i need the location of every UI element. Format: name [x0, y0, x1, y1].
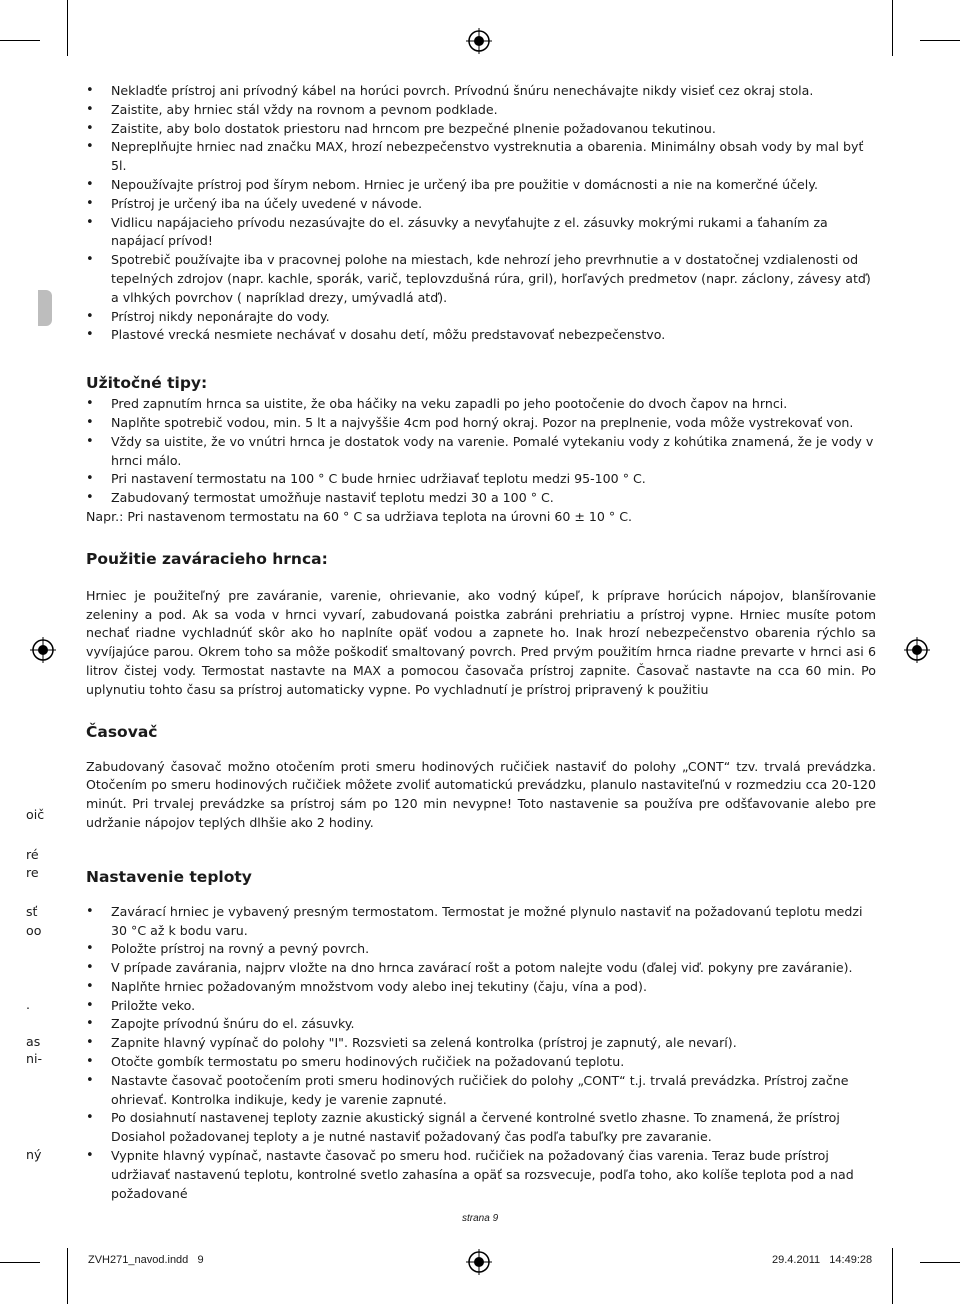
- list-item: • Zaistite, aby bolo dostatok priestoru nad hrncom pre bezpečné plnenie požadovanou tekutinou.: [86, 120, 876, 139]
- temperature-list: [86, 903, 876, 1204]
- list-item: • Zapnite hlavný vypínač do polohy "I". Rozsvieti sa zelená kontrolka (prístroj je zapnutý, ale nevarí).: [86, 1034, 876, 1053]
- tips-heading: Užitočné tipy:: [86, 374, 208, 393]
- margin-fragment: ný: [26, 1147, 42, 1162]
- list-item: • Spotrebič používajte iba v pracovnej polohe na miestach, kde nehrozí jeho prevrhnutie a v dostatočnej vzdialenosti od tepelných zdrojov (napr. kachle, sporák, varič, teplovzdušná rúra, gril), horľavých predmetov (napr. záclony, závesy atď) a vlhkých povrchov ( napríklad drezy, umývadlá atď).: [86, 251, 876, 307]
- list-item: • Vidlicu napájacieho prívodu nezasúvajte do el. zásuvky a nevyťahujte z el. zásuvky mokrými rukami a ťahaním za napájací prívod!: [86, 214, 876, 252]
- registration-mark-icon: [904, 637, 930, 663]
- registration-mark-icon: [466, 28, 492, 54]
- list-item: • Nepoužívajte prístroj pod šírym nebom. Hrniec je určený iba pre použitie v domácnosti a nie na komerčné účely.: [86, 176, 876, 195]
- list-item: • Zaistite, aby hrniec stál vždy na rovnom a pevnom podklade.: [86, 101, 876, 120]
- crop-mark-bottom-left-h: [0, 1262, 40, 1263]
- footer-datetime: 29.4.2011 14:49:28: [772, 1254, 873, 1266]
- list-item: • Nepreplňujte hrniec nad značku MAX, hrozí nebezpečenstvo vystreknutia a obarenia. Minimálny obsah vody by mal byť 5l.: [86, 138, 876, 176]
- registration-mark-icon: [466, 1249, 492, 1275]
- list-item: • Po dosiahnutí nastavenej teploty zaznie akustický signál a červené kontrolné svetlo zhasne. To znamená, že prístroj Dosiahol požadovanej teploty a je nutné nastaviť požadovaný čas podľa tabuľky pre zavaranie.: [86, 1109, 876, 1147]
- margin-fragment: .: [26, 997, 31, 1012]
- list-item: • Plastové vrecká nesmiete nechávať v dosahu detí, môžu predstavovať nebezpečenstvo.: [86, 326, 876, 345]
- canning-paragraph: Hrniec je použiteľný pre zaváranie, varenie, ohrievanie, ako vodný kúpeľ, k príprave horúcich nápojov, blanšírovanie zeleniny a pod. Ak sa voda v hrnci vyvarí, zabudovaná poistka zabráni prehriatiu a prístroj vypne. Hrniec musíte potom nechať riadne vychladnúť skôr ako ho naplníte opäť vodou a zapnete ho. Inak hrozí nebezpečenstvo obarenia rýchlo sa vyvíjajúce parou. Okrem toho sa môže poškodiť smaltovaný povrch. Pred prvým použitím hrnca riadne prevarte v hrnci asi 6 litrov čistej vody. Termostat nastavte na MAX a pomocou časovača prístroj zapnite. Časovač nastavte na cca 60 min. Po uplynutiu tohto času sa prístroj automaticky vypne. Po vychladnutí je prístroj pripravený k použitiu: [86, 587, 876, 697]
- list-item: • Nekladťe prístroj ani prívodný kábel na horúci povrch. Prívodnú šnúru nenechávajte nikdy visieť cez okraj stola.: [86, 82, 876, 101]
- list-item: • V prípade zavárania, najprv vložte na dno hrnca zavárací rošt a potom nalejte vodu (ďalej viď. pokyny pre zaváranie).: [86, 959, 876, 978]
- safety-list: [86, 82, 876, 345]
- crop-mark-top-right: [892, 0, 893, 56]
- list-item: • Nastavte časovač pootočením proti smeru hodinových ručičiek do polohy „CONT“ t.j. trvalá prevádzka. Prístroj začne ohrievať. Kontrolka indikuje, kedy je varenie zapnuté.: [86, 1072, 876, 1110]
- temperature-heading: Nastavenie teploty: [86, 867, 252, 886]
- crop-mark-top-left-h: [0, 40, 40, 41]
- list-item: • Vypnite hlavný vypínač, nastavte časovač po smeru hod. ručičiek na požadovaný čias varenia. Teraz bude prístroj udržiavať nastavenú teplotu, kontrolné svetlo zahasína a opäť sa rozsvecuje, podľa toho, ako kolíše teplota pod a nad požadované: [86, 1147, 876, 1203]
- margin-fragment: ni-: [26, 1051, 43, 1066]
- margin-fragment: as: [26, 1034, 41, 1049]
- list-item: • Zavárací hrniec je vybavený presným termostatom. Termostat je možné plynulo nastaviť na požadovanú teplotu medzi 30 °C až k bodu varu.: [86, 903, 876, 941]
- list-item: • Naplňte hrniec požadovaným množstvom vody alebo inej tekutiny (čaju, vína a pod).: [86, 978, 876, 997]
- crop-mark-bottom-right-h: [920, 1262, 960, 1263]
- registration-mark-icon: [30, 637, 56, 663]
- page-number: strana 9: [462, 1213, 499, 1224]
- footer-file: ZVH271_navod.indd 9: [88, 1254, 204, 1266]
- timer-paragraph: Zabudovaný časovač možno otočením proti smeru hodinových ručičiek nastaviť do polohy „CONT“ tzv. trvalá prevádzka. Otočením po smeru hodinových ručičiek môžete zvoliť automatickú prevádzku, planulo nastaviteľnú v rozmedziu cca 20-120 minút. Pri trvalej prevádzke sa prístroj sám po 120 min nevypne! Toto nastavenie sa používa pre odšťavovanie alebo pre udržanie nápojov teplých dlhšie ako 2 hodiny.: [86, 758, 876, 830]
- list-item: • Vždy sa uistite, že vo vnútri hrnca je dostatok vody na varenie. Pomalé vytekaniu vody z kohútika znamená, že je vody v hrnci málo.: [86, 433, 876, 471]
- tips-list: [86, 395, 876, 508]
- crop-mark-bottom-right: [892, 1248, 893, 1304]
- margin-fragment: ré: [26, 847, 39, 862]
- side-tab-marker: [38, 290, 52, 326]
- page-content: [86, 82, 876, 1203]
- list-item: • Zapojte prívodnú šnúru do el. zásuvky.: [86, 1015, 876, 1034]
- margin-fragment: sť: [26, 904, 38, 919]
- list-item: • Priložte veko.: [86, 997, 876, 1016]
- list-item: • Naplňte spotrebič vodou, min. 5 lt a najvyššie 4cm pod horný okraj. Pozor na preplnenie, voda môže vystrekovať von.: [86, 414, 876, 433]
- list-item: • Prístroj nikdy neponárajte do vody.: [86, 308, 876, 327]
- margin-fragment: oo: [26, 923, 42, 938]
- canning-heading: Použitie zaváracieho hrnca:: [86, 549, 328, 568]
- list-item: • Pred zapnutím hrnca sa uistite, že oba háčiky na veku zapadli po jeho pootočenie do dvoch čapov na hrnci.: [86, 395, 876, 414]
- margin-fragment: re: [26, 865, 39, 880]
- timer-heading: Časovač: [86, 722, 158, 741]
- crop-mark-top-right-h: [920, 40, 960, 41]
- margin-fragment: oič: [26, 807, 45, 822]
- list-item: • Zabudovaný termostat umožňuje nastaviť teplotu medzi 30 a 100 ° C.: [86, 489, 876, 508]
- list-item: • Položte prístroj na rovný a pevný povrch.: [86, 940, 876, 959]
- crop-mark-bottom-left: [67, 1248, 68, 1304]
- tips-note: Napr.: Pri nastavenom termostatu na 60 ° C sa udržiava teplota na úrovni 60 ± 10 ° C.: [86, 508, 633, 524]
- crop-mark-top-left: [67, 0, 68, 56]
- list-item: • Otočte gombík termostatu po smeru hodinových ručičiek na požadovanú teplotu.: [86, 1053, 876, 1072]
- list-item: • Pri nastavení termostatu na 100 ° C bude hrniec udržiavať teplotu medzi 95-100 ° C.: [86, 470, 876, 489]
- list-item: • Prístroj je určený iba na účely uvedené v návode.: [86, 195, 876, 214]
